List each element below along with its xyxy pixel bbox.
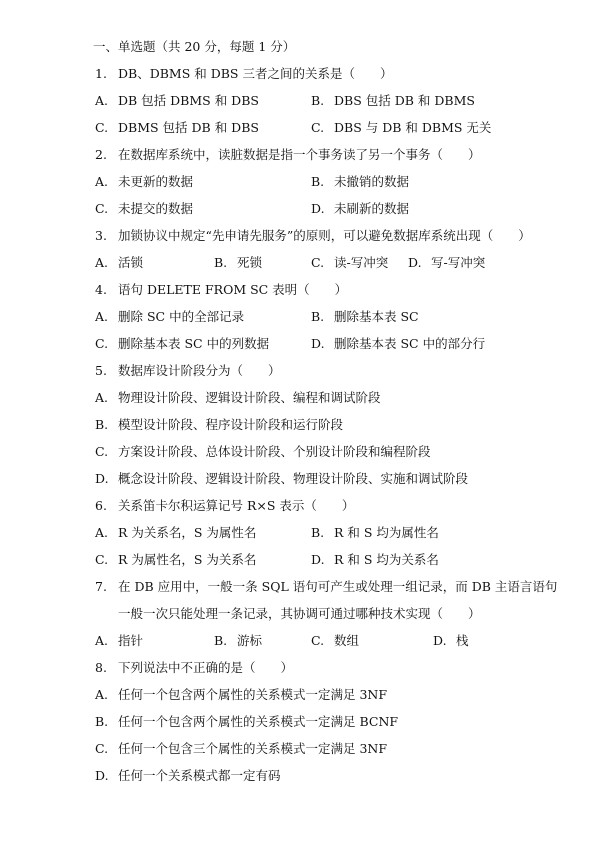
question-6 — [0, 496, 600, 516]
option-a[interactable] — [95, 91, 259, 111]
option-letter: D. — [95, 471, 109, 486]
question-number: 1. — [95, 66, 107, 81]
option-letter: B. — [311, 174, 325, 189]
option-a[interactable] — [95, 253, 144, 273]
option-text: 读-写冲突 — [334, 255, 389, 270]
option-letter: C. — [95, 120, 109, 135]
option-letter: A. — [95, 93, 109, 108]
option-d[interactable] — [95, 469, 469, 489]
option-letter: D. — [408, 255, 422, 270]
option-b[interactable] — [95, 712, 399, 732]
option-letter: C. — [95, 336, 109, 351]
question-number: 4. — [95, 282, 107, 297]
option-text: 死锁 — [237, 255, 263, 270]
option-text: 指针 — [118, 633, 144, 648]
question-3 — [0, 226, 600, 246]
question-8-option-b-row — [0, 712, 600, 732]
option-c-second[interactable] — [311, 118, 492, 138]
option-text: 模型设计阶段、程序设计阶段和运行阶段 — [118, 417, 344, 432]
option-c[interactable] — [95, 442, 431, 462]
option-c[interactable] — [95, 199, 194, 219]
option-text: 未更新的数据 — [118, 174, 194, 189]
option-a[interactable] — [95, 172, 194, 192]
option-letter: D. — [311, 201, 325, 216]
option-d[interactable] — [433, 631, 469, 651]
option-letter: C. — [311, 633, 325, 648]
option-letter: B. — [311, 93, 325, 108]
option-letter: B. — [311, 525, 325, 540]
question-text-continuation: 一般一次只能处理一条记录，其协调可通过哪种技术实现（ ） — [118, 606, 481, 621]
question-7 — [0, 577, 600, 597]
option-b[interactable] — [95, 415, 344, 435]
question-text: 加锁协议中规定“先申请先服务”的原则，可以避免数据库系统出现（ ） — [118, 228, 531, 243]
section-title-line — [0, 37, 600, 57]
option-letter: B. — [214, 255, 228, 270]
question-number: 2. — [95, 147, 107, 162]
option-text: DBS 与 DB 和 DBMS 无关 — [334, 120, 492, 135]
option-letter: C. — [311, 120, 325, 135]
option-b[interactable] — [214, 631, 263, 651]
option-text: R 为关系名，S 为属性名 — [118, 525, 257, 540]
option-letter: A. — [95, 525, 109, 540]
option-a[interactable] — [95, 307, 245, 327]
question-text: 在数据库系统中，读脏数据是指一个事务读了另一个事务（ ） — [118, 147, 481, 162]
option-text: 任何一个包含三个属性的关系模式一定满足 3NF — [118, 741, 388, 756]
question-number: 8. — [95, 660, 107, 675]
option-text: 物理设计阶段、逻辑设计阶段、编程和调试阶段 — [118, 390, 381, 405]
question-number: 5. — [95, 363, 107, 378]
option-d[interactable] — [311, 199, 410, 219]
question-1 — [0, 64, 600, 84]
question-1-options-row-1 — [0, 91, 600, 111]
question-4-options-row-2 — [0, 334, 600, 354]
option-text: 删除 SC 中的全部记录 — [118, 309, 245, 324]
option-c[interactable] — [95, 739, 388, 759]
question-7-options-row — [0, 631, 600, 651]
option-a[interactable] — [95, 631, 144, 651]
option-b[interactable] — [311, 307, 419, 327]
option-letter: C. — [95, 552, 109, 567]
option-letter: B. — [311, 309, 325, 324]
option-text: 删除基本表 SC — [334, 309, 419, 324]
option-c[interactable] — [311, 631, 360, 651]
option-text: 栈 — [456, 633, 469, 648]
question-text: 语句 DELETE FROM SC 表明（ ） — [118, 282, 348, 297]
option-text: DBMS 包括 DB 和 DBS — [118, 120, 259, 135]
option-a[interactable] — [95, 523, 257, 543]
option-c[interactable] — [95, 334, 270, 354]
option-b[interactable] — [214, 253, 263, 273]
option-text: 数组 — [334, 633, 360, 648]
option-letter: B. — [95, 714, 109, 729]
option-d[interactable] — [95, 766, 281, 786]
option-letter: C. — [95, 444, 109, 459]
option-text: R 和 S 均为关系名 — [334, 552, 439, 567]
option-a[interactable] — [95, 685, 388, 705]
question-text: 在 DB 应用中，一般一条 SQL 语句可产生或处理一组记录，而 DB 主语言语句 — [118, 579, 558, 594]
option-text: R 为属性名，S 为关系名 — [118, 552, 257, 567]
option-text: 删除基本表 SC 中的列数据 — [118, 336, 270, 351]
option-c[interactable] — [311, 253, 389, 273]
option-a[interactable] — [95, 388, 381, 408]
option-letter: C. — [95, 741, 109, 756]
question-5-option-a-row — [0, 388, 600, 408]
question-2 — [0, 145, 600, 165]
option-c[interactable] — [95, 550, 257, 570]
option-letter: C. — [95, 201, 109, 216]
option-text: 任何一个包含两个属性的关系模式一定满足 3NF — [118, 687, 388, 702]
option-letter: D. — [433, 633, 447, 648]
option-text: 活锁 — [118, 255, 144, 270]
option-letter: B. — [214, 633, 228, 648]
option-text: 未撤销的数据 — [334, 174, 410, 189]
option-text: 写-写冲突 — [431, 255, 486, 270]
question-2-options-row-1 — [0, 172, 600, 192]
question-6-options-row-1 — [0, 523, 600, 543]
question-2-options-row-2 — [0, 199, 600, 219]
option-c[interactable] — [95, 118, 259, 138]
option-letter: A. — [95, 390, 109, 405]
option-b[interactable] — [311, 91, 475, 111]
option-text: 任何一个关系模式都一定有码 — [118, 768, 281, 783]
question-5-option-c-row — [0, 442, 600, 462]
question-8-option-a-row — [0, 685, 600, 705]
question-4-options-row-1 — [0, 307, 600, 327]
question-text: 数据库设计阶段分为（ ） — [118, 363, 281, 378]
option-letter: C. — [311, 255, 325, 270]
option-letter: D. — [311, 552, 325, 567]
option-text: 方案设计阶段、总体设计阶段、个别设计阶段和编程阶段 — [118, 444, 431, 459]
option-text: 未刷新的数据 — [334, 201, 410, 216]
option-letter: A. — [95, 687, 109, 702]
option-d[interactable] — [311, 550, 439, 570]
question-5 — [0, 361, 600, 381]
question-5-option-d-row — [0, 469, 600, 489]
option-text: R 和 S 均为属性名 — [334, 525, 439, 540]
question-4 — [0, 280, 600, 300]
option-text: 删除基本表 SC 中的部分行 — [334, 336, 486, 351]
question-8-option-c-row — [0, 739, 600, 759]
option-letter: B. — [95, 417, 109, 432]
option-text: 未提交的数据 — [118, 201, 194, 216]
option-text: 任何一个包含两个属性的关系模式一定满足 BCNF — [118, 714, 399, 729]
option-d[interactable] — [311, 334, 486, 354]
option-text: DBS 包括 DB 和 DBMS — [334, 93, 475, 108]
question-text: 下列说法中不正确的是（ ） — [118, 660, 294, 675]
question-7-continuation — [0, 604, 600, 624]
question-number: 7. — [95, 579, 107, 594]
option-b[interactable] — [311, 523, 439, 543]
option-letter: D. — [311, 336, 325, 351]
option-letter: A. — [95, 633, 109, 648]
question-text: 关系笛卡尔积运算记号 R×S 表示（ ） — [118, 498, 355, 513]
question-3-options-row — [0, 253, 600, 273]
question-number: 6. — [95, 498, 107, 513]
option-letter: A. — [95, 174, 109, 189]
option-text: 概念设计阶段、逻辑设计阶段、物理设计阶段、实施和调试阶段 — [118, 471, 469, 486]
option-text: DB 包括 DBMS 和 DBS — [118, 93, 259, 108]
option-text: 游标 — [237, 633, 263, 648]
option-letter: A. — [95, 255, 109, 270]
question-8 — [0, 658, 600, 678]
question-text: DB、DBMS 和 DBS 三者之间的关系是（ ） — [118, 66, 393, 81]
question-1-options-row-2 — [0, 118, 600, 138]
section-title: 一、单选题（共 20 分，每题 1 分） — [93, 39, 296, 54]
question-6-options-row-2 — [0, 550, 600, 570]
question-5-option-b-row — [0, 415, 600, 435]
option-d[interactable] — [408, 253, 486, 273]
question-number: 3. — [95, 228, 107, 243]
question-8-option-d-row — [0, 766, 600, 786]
option-b[interactable] — [311, 172, 410, 192]
option-letter: D. — [95, 768, 109, 783]
option-letter: A. — [95, 309, 109, 324]
